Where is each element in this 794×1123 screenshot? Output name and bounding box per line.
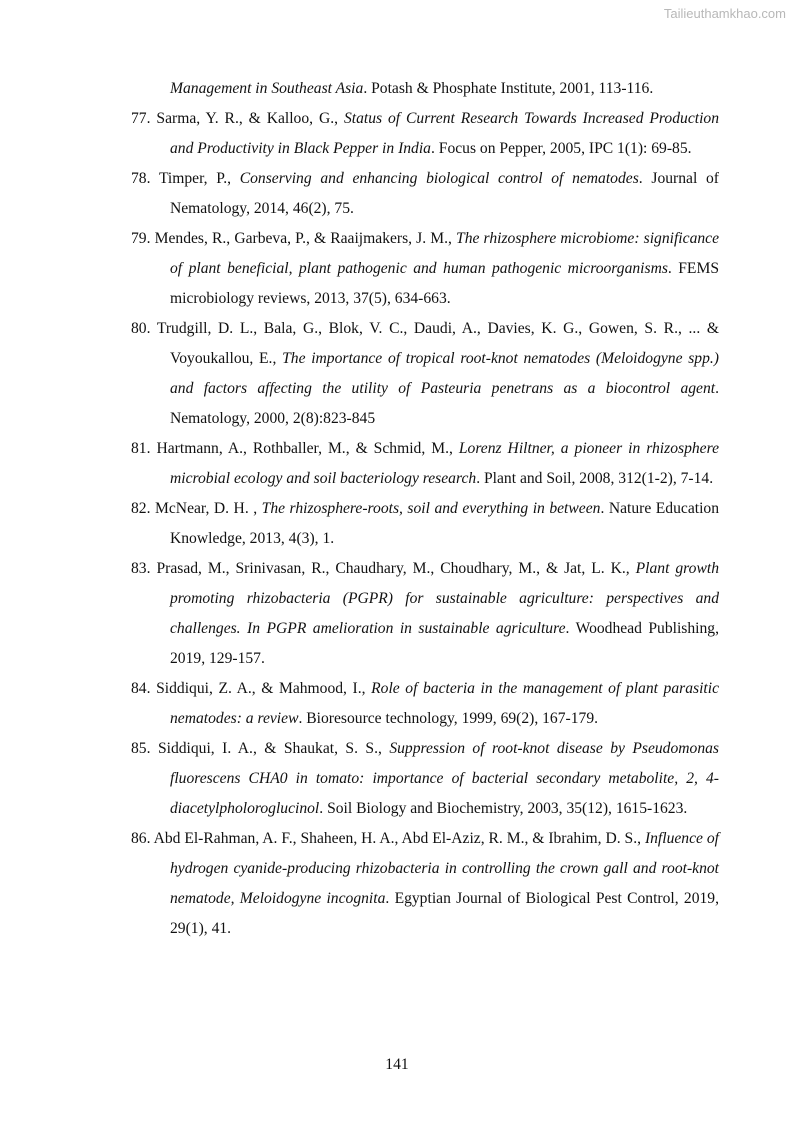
reference-item <box>131 224 719 314</box>
reference-title: Status of Current Research Towards Increased Production and Productivity in Black Pepper in India <box>170 110 719 157</box>
reference-source: . Nature Education Knowledge, 2013, 4(3), 1. <box>170 500 720 547</box>
reference-title: Lorenz Hiltner, a pioneer in rhizosphere microbial ecology and soil bacteriology research <box>170 440 719 487</box>
reference-authors: Prasad, M., Srinivasan, R., Chaudhary, M., Choudhary, M., & Jat, L. K. <box>156 560 626 577</box>
reference-item <box>131 164 719 224</box>
reference-source: . Plant and Soil, 2008, 312(1-2), 7-14. <box>476 470 714 487</box>
reference-title: Influence of hydrogen cyanide-producing rhizobacteria in controlling the crown gall and root-knot nematode, Meloidogyne incognita <box>170 830 719 907</box>
reference-item <box>131 104 719 164</box>
reference-authors: Sarma, Y. R., & Kalloo, G., <box>156 110 344 127</box>
reference-title: Suppression of root-knot disease by Pseudomonas fluorescens CHA0 in tomato: importance of bacterial secondary metabolite, 2, 4-diacetylpholoroglucinol <box>170 740 719 817</box>
reference-number: 82. <box>131 500 151 517</box>
reference-list <box>131 74 719 944</box>
reference-title: The importance of tropical root-knot nematodes (Meloidogyne spp.) and factors affecting the utility of Pasteuria penetrans as a biocontrol agent <box>170 350 719 397</box>
watermark: Tailieuthamkhao.com <box>663 6 786 21</box>
reference-title: , Plant growth promoting rhizobacteria (PGPR) for sustainable agriculture: perspectives and challenges. In PGPR amelioration in sustainable agriculture <box>170 560 720 637</box>
page-number: 141 <box>385 1056 409 1073</box>
reference-title: Conserving and enhancing biological control of nematodes <box>239 170 639 187</box>
reference-source: . Egyptian Journal of Biological Pest Control, 2019, 29(1), 41. <box>170 890 720 937</box>
reference-number: 78. <box>131 170 151 187</box>
reference-number: 84. <box>131 680 151 697</box>
reference-authors: Mendes, R., Garbeva, P., & Raaijmakers, J. M., <box>154 230 457 247</box>
reference-item <box>131 734 719 824</box>
reference-authors: Trudgill, D. L., Bala, G., Blok, V. C., Daudi, A., Davies, K. G., Gowen, S. R., ... & Voyoukallou, E., <box>156 320 720 367</box>
reference-item <box>131 824 719 944</box>
reference-source: . Potash & Phosphate Institute, 2001, 113-116. <box>363 80 654 97</box>
reference-number: 77. <box>131 110 151 127</box>
reference-number: 83. <box>131 560 151 577</box>
reference-authors: Siddiqui, Z. A., & Mahmood, I., <box>156 680 372 697</box>
reference-item <box>131 554 719 674</box>
reference-source: . Woodhead Publishing, 2019, 129-157. <box>170 620 719 667</box>
reference-source: . Soil Biology and Biochemistry, 2003, 35(12), 1615-1623. <box>319 800 688 817</box>
reference-source: . Nematology, 2000, 2(8):823-845 <box>170 380 719 427</box>
reference-item <box>131 434 719 494</box>
reference-item <box>131 494 719 554</box>
reference-item <box>131 674 719 734</box>
reference-number: 80. <box>131 320 151 337</box>
reference-title: Role of bacteria in the management of plant parasitic nematodes: a review <box>170 680 719 727</box>
reference-number: 79. <box>131 230 151 247</box>
reference-title: The rhizosphere microbiome: significance of plant beneficial, plant pathogenic and human pathogenic microorganisms <box>170 230 720 277</box>
reference-authors: McNear, D. H. , <box>155 500 262 517</box>
reference-authors: Hartmann, A., Rothballer, M., & Schmid, M., <box>156 440 459 457</box>
reference-source: . Bioresource technology, 1999, 69(2), 167-179. <box>298 710 599 727</box>
reference-source: . Journal of Nematology, 2014, 46(2), 75. <box>170 170 719 217</box>
reference-title: The rhizosphere-roots, soil and everything in between <box>261 500 601 517</box>
reference-authors: Timper, P., <box>158 170 240 187</box>
reference-title: Management in Southeast Asia <box>170 80 364 97</box>
reference-item <box>131 74 719 104</box>
reference-number: 81. <box>131 440 151 457</box>
reference-number: 86. <box>131 830 151 847</box>
reference-source: . Focus on Pepper, 2005, IPC 1(1): 69-85. <box>430 140 692 157</box>
reference-authors: Siddiqui, I. A., & Shaukat, S. S., <box>157 740 390 757</box>
reference-item <box>131 314 719 434</box>
reference-number: 85. <box>131 740 151 757</box>
reference-authors: Abd El-Rahman, A. F., Shaheen, H. A., Abd El-Aziz, R. M., & Ibrahim, D. S., <box>153 830 645 847</box>
reference-source: . FEMS microbiology reviews, 2013, 37(5), 634-663. <box>170 260 719 307</box>
